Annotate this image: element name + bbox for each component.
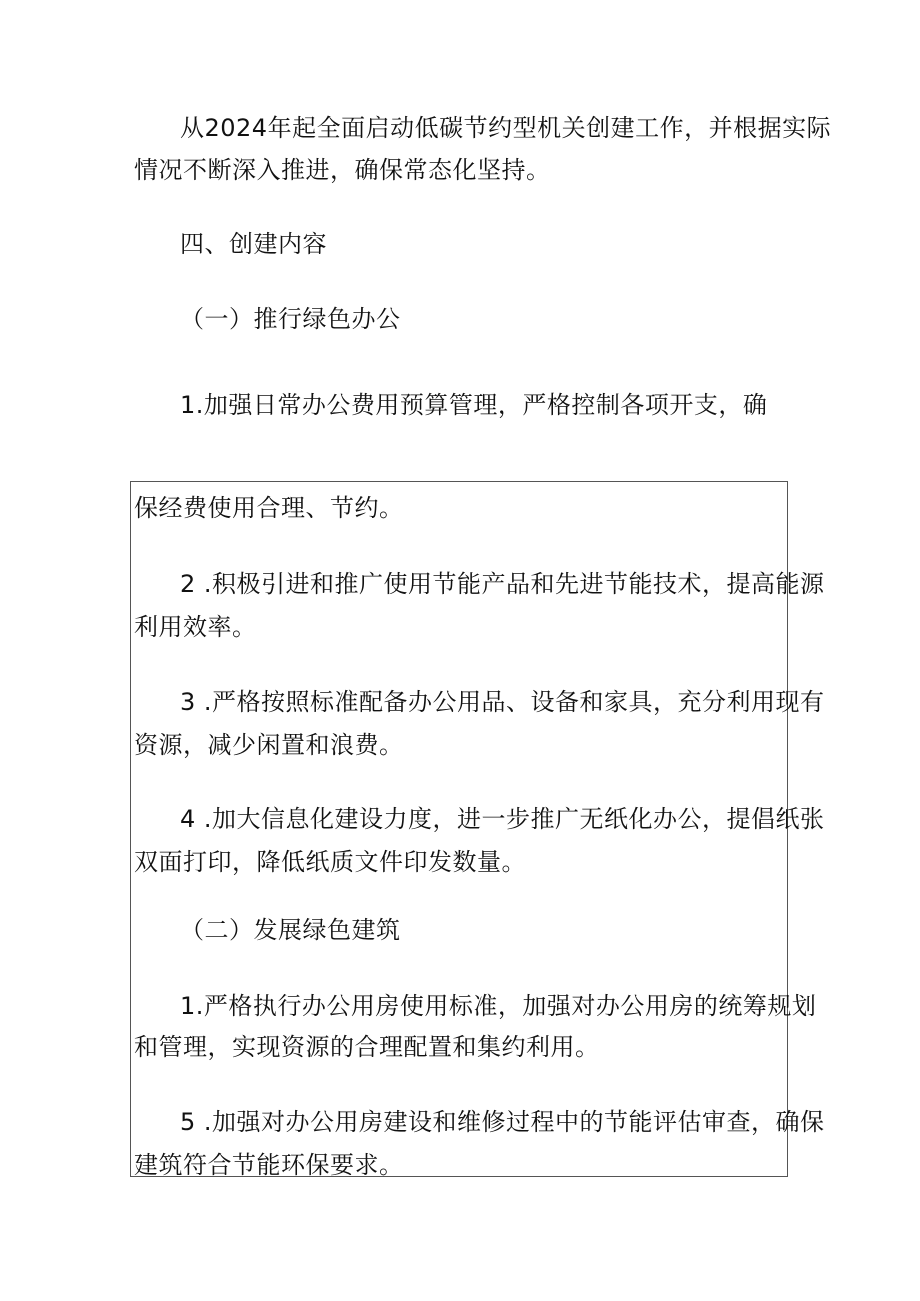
subheading-green-office: （一）推行绿色办公: [180, 305, 401, 333]
item-building-1-line-1: 1.严格执行办公用房使用标准，加强对办公用房的统筹规划: [180, 992, 817, 1020]
item-3-line-1: 3 .严格按照标准配备办公用品、设备和家具，充分利用现有: [180, 688, 825, 716]
item-2-line-2: 利用效率。: [134, 613, 257, 641]
item-1-line-2: 保经费使用合理、节约。: [134, 494, 404, 522]
item-5-line-1: 5 .加强对办公用房建设和维修过程中的节能评估审查，确保: [180, 1108, 825, 1136]
section-heading: 四、创建内容: [180, 230, 327, 258]
subheading-green-building: （二）发展绿色建筑: [180, 916, 401, 944]
item-2-line-1: 2 .积极引进和推广使用节能产品和先进节能技术，提高能源: [180, 570, 825, 598]
item-3-line-2: 资源，减少闲置和浪费。: [134, 731, 404, 759]
item-1-line-1: 1.加强日常办公费用预算管理，严格控制各项开支，确: [180, 391, 768, 419]
intro-line-1: 从2024年起全面启动低碳节约型机关创建工作，并根据实际: [180, 114, 832, 142]
item-4-line-1: 4 .加大信息化建设力度，进一步推广无纸化办公，提倡纸张: [180, 805, 825, 833]
item-4-line-2: 双面打印，降低纸质文件印发数量。: [134, 848, 526, 876]
item-building-1-line-2: 和管理，实现资源的合理配置和集约利用。: [134, 1033, 600, 1061]
item-5-line-2: 建筑符合节能环保要求。: [134, 1151, 404, 1179]
intro-line-2: 情况不断深入推进，确保常态化坚持。: [134, 156, 551, 184]
